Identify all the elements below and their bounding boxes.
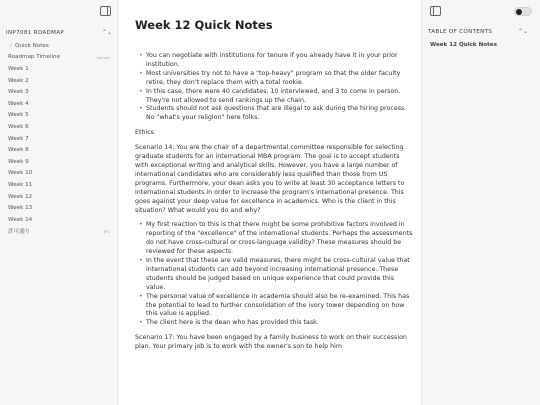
theme-toggle-switch[interactable] [514, 7, 532, 16]
list-item: • Most universities try not to have a "top-heavy" program so that the older faculty retire, they don't replace them with a total rookie. [135, 70, 413, 88]
nav-item-week-13[interactable] [0, 202, 118, 214]
nav-item-week-10[interactable] [0, 168, 118, 180]
nav-item-label: Week 2 [8, 77, 29, 84]
toc-item[interactable]: Week 12 Quick Notes [430, 42, 497, 48]
bullet-list [135, 221, 413, 328]
list-item: • In this case, there were 40 candidates, 10 interviewed, and 3 to come in person. They're not allowed to send rankings up the chain. [135, 88, 413, 106]
updown-chevron-icon: ⌃⌄ [517, 28, 528, 35]
list-item: • My first reaction to this is that there might be some prohibitive factors involved in reporting of the "excellence" of the international students. Perhaps the assessments do not have cross-cultural or cross-language validity? These measures should be reviewed for these aspects. [135, 221, 413, 257]
note-title: Week 12 Quick Notes [135, 18, 273, 32]
nav-item-week-4[interactable] [0, 98, 118, 110]
nav-item-week-12[interactable] [0, 191, 118, 203]
nav-item-label: Roadmap Timeline [8, 54, 61, 61]
toc-title: TABLE OF CONTENTS [428, 28, 493, 35]
nav-item-label: Week 10 [8, 170, 33, 177]
list-item: • In the event that these are valid measures, there might be cross-cultural value that international students can add beyond increasing international presence. These students should be judged based on unique experience that could provide this value. [135, 257, 413, 293]
nav-item-label: Week 5 [8, 112, 29, 119]
list-item: • The personal value of excellence in academia should also be re-examined. This has the potential to lead to further consolidation of the ivory tower depending on how this value is applied. [135, 293, 413, 320]
list-item: • The client here is the dean who has provided this task. [135, 319, 413, 328]
nav-item-label: Week 12 [8, 193, 33, 200]
nav-item-label: Week 9 [8, 158, 29, 165]
scenario-17-paragraph: Scenario 17: You have been engaged by a family business to work on their succession plan. Your primary job is to work with the owner's son to help him [135, 334, 407, 351]
toc-header[interactable] [428, 28, 528, 35]
note-pane[interactable] [119, 0, 420, 405]
chevron-right-icon: › [10, 42, 12, 49]
updown-chevron-icon: ⌃⌄ [101, 29, 112, 36]
file-nav [0, 40, 118, 237]
nav-item-label: Week 7 [8, 135, 29, 142]
list-item: • Students should not ask questions that are illegal to ask during the hiring process. No "what's your religion" here folks. [135, 105, 413, 123]
bullet-list [135, 52, 413, 123]
vault-header[interactable] [6, 28, 112, 38]
nav-item-label: Quick Notes [15, 42, 49, 49]
nav-item-week-8[interactable] [0, 144, 118, 156]
nav-item-week-9[interactable] [0, 156, 118, 168]
nav-item-week-14[interactable] [0, 214, 118, 226]
nav-item-roadmap-timeline[interactable] [0, 52, 118, 64]
scenario-14-paragraph: Scenario 14: You are the chair of a departmental committee responsible for selecting graduate students for an international MBA program. The goal is to accept students with exceptional writing and analytical skills. However, you have a large number of international candidates who are considerably less qualified than those from US programs. Furthermore, your dean asks you to write at least 30 acceptance letters to international students in order to increase the program's international presence. This goes against your deep value for excellence in academics. Who is the client in this situation? What would you do and why? [135, 144, 405, 214]
nav-item-label: Week 1 [8, 65, 29, 72]
right-sidebar [421, 0, 540, 405]
nav-item-week-11[interactable] [0, 179, 118, 191]
section-heading-ethics: Ethics [135, 129, 154, 137]
nav-item-week-5[interactable] [0, 110, 118, 122]
nav-item-label: Week 14 [8, 216, 33, 223]
vault-name: INP7081 ROADMAP [6, 30, 65, 36]
nav-item-image[interactable] [0, 226, 118, 238]
right-sidebar-toggle-icon[interactable] [430, 6, 441, 16]
nav-item-week-2[interactable] [0, 75, 118, 87]
nav-item-quick-notes[interactable] [0, 40, 118, 52]
nav-item-week-6[interactable] [0, 121, 118, 133]
left-sidebar-toggle-icon[interactable] [100, 6, 111, 16]
nav-item-label: Week 4 [8, 100, 29, 107]
switch-knob [516, 9, 522, 15]
nav-item-label: Week 3 [8, 89, 29, 96]
left-sidebar [0, 0, 118, 405]
file-type-tag: JPG [103, 228, 110, 234]
file-type-tag: canvas [96, 54, 110, 60]
nav-item-label: Week 6 [8, 123, 29, 130]
nav-item-label: Week 13 [8, 205, 33, 212]
list-item: • You can negotiate with institutions for tenure if you already have it in your prior institution. [135, 52, 413, 70]
nav-item-week-1[interactable] [0, 63, 118, 75]
nav-item-label: Week 8 [8, 147, 29, 154]
nav-item-week-3[interactable] [0, 86, 118, 98]
nav-item-label: Week 11 [8, 181, 33, 188]
nav-item-label: 許可通り [8, 229, 31, 236]
note-content[interactable] [135, 52, 413, 352]
nav-item-week-7[interactable] [0, 133, 118, 145]
